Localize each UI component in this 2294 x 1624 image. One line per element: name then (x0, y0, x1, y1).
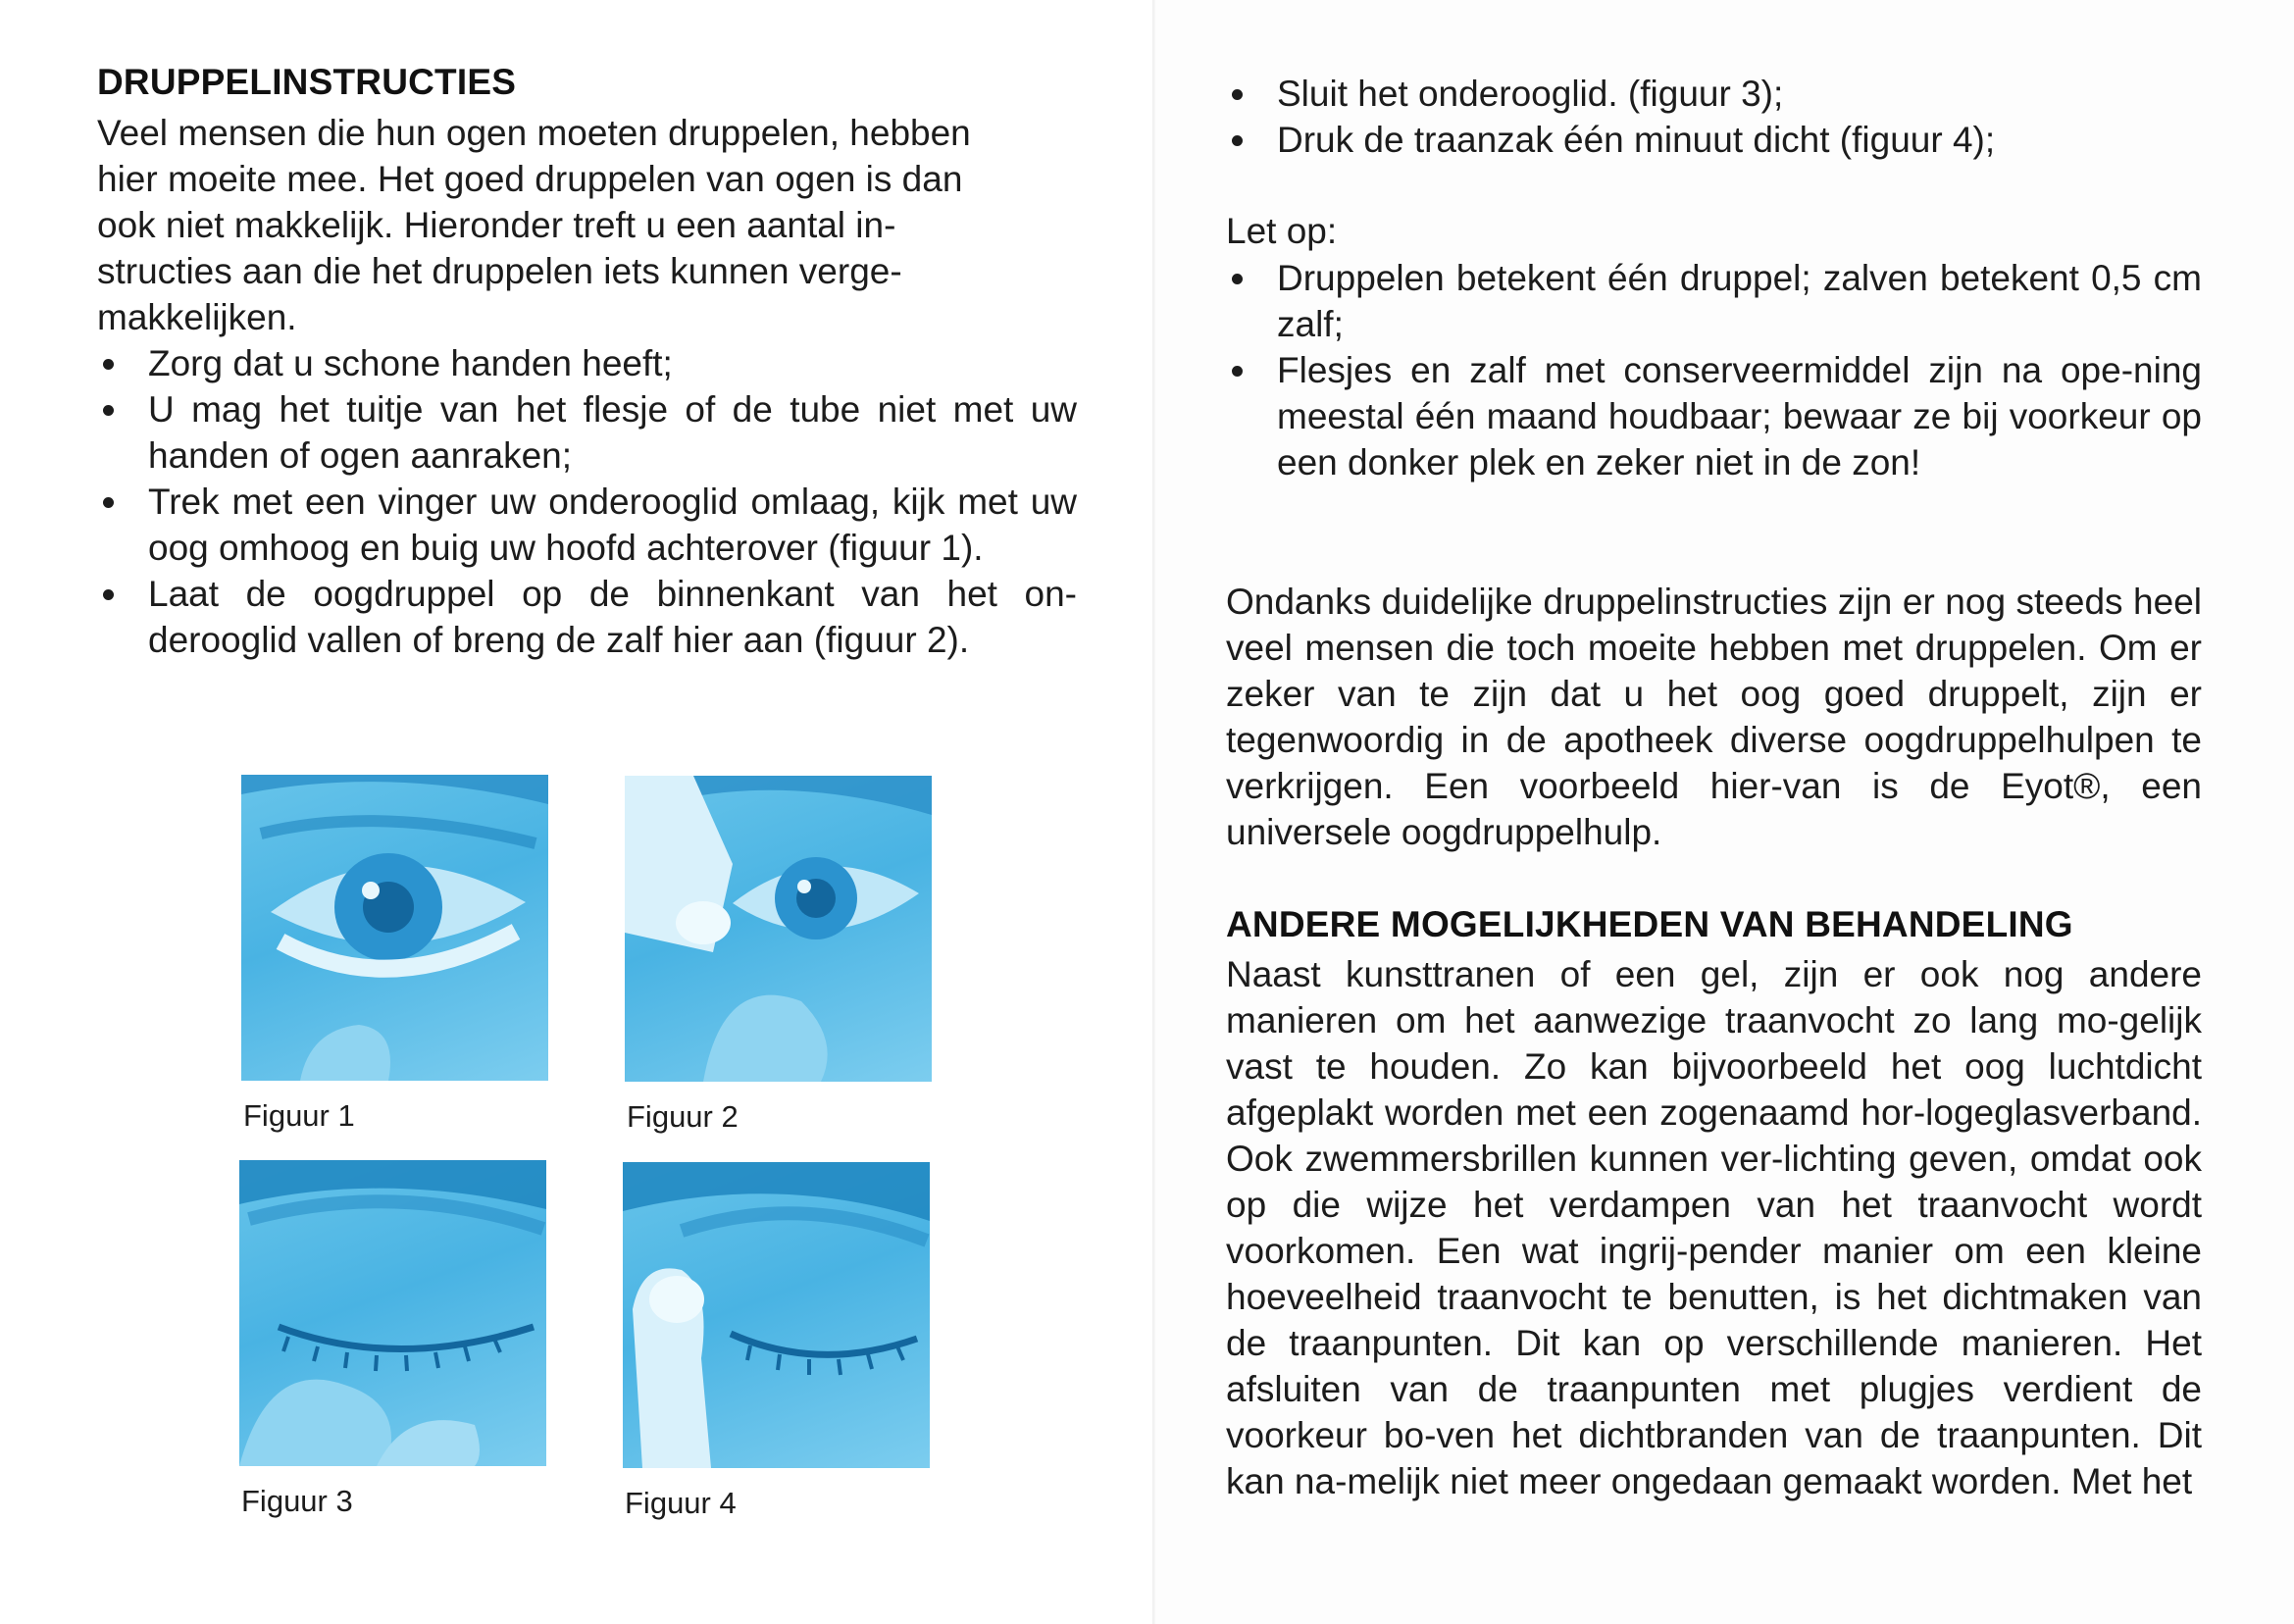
intro-line: Veel mensen die hun ogen moeten druppelen, hebben (97, 113, 971, 153)
instruction-item: U mag het tuitje van het flesje of de tube niet met uw handen of ogen aanraken; (97, 386, 1077, 479)
figure-4-caption: Figuur 4 (625, 1486, 737, 1520)
intro-line: ook niet makkelijk. Hieronder treft u een aantal in- (97, 205, 896, 245)
eye-open-lower-lid-pulled-icon (241, 775, 548, 1081)
intro-line: structies aan die het druppelen iets kunnen verge- (97, 251, 902, 291)
instruction-item: Trek met een vinger uw onderooglid omlaag, kijk met uw oog omhoog en buig uw hoofd achterover (figuur 1). (97, 479, 1077, 571)
intro-line: hier moeite mee. Het goed druppelen van ogen is dan (97, 159, 963, 199)
heading-andere-mogelijkheden: ANDERE MOGELIJKHEDEN VAN BEHANDELING (1226, 904, 2073, 944)
figure-1-caption: Figuur 1 (243, 1098, 355, 1133)
intro-paragraph (97, 110, 1077, 340)
eye-closed-tear-duct-pressed-icon (623, 1162, 930, 1468)
note-label: Let op: (1226, 211, 1338, 251)
step-item: Druk de traanzak één minuut dicht (figuur 4); (1226, 117, 2202, 163)
note-item: Druppelen betekent één druppel; zalven betekent 0,5 cm zalf; (1226, 255, 2202, 347)
heading-druppelinstructies: DRUPPELINSTRUCTIES (97, 62, 517, 102)
steps-continued-list (1226, 71, 2202, 163)
instruction-list (97, 340, 1077, 663)
page-fold (1152, 0, 1155, 1624)
eye-closed-icon (239, 1160, 546, 1466)
eyedrop-aid-paragraph: Ondanks duidelijke druppelinstructies zijn er nog steeds heel veel mensen die toch moeite hebben met druppelen. Om er zeker van te zijn dat u het oog goed druppelt, zijn er tegenwoordig in de apotheek diverse oogdruppelhulpen te verkrijgen. Een voorbeeld hier-van is de Eyot®, een universele oogdruppelhulp. (1226, 582, 2202, 852)
instruction-item: Zorg dat u schone handen heeft; (97, 340, 1077, 386)
figure-2-caption: Figuur 2 (627, 1099, 739, 1134)
treatment-paragraph: Naast kunsttranen of een gel, zijn er ook nog andere manieren om het aanwezige traanvocht zo lang mo-gelijk vast te houden. Zo kan bijvoorbeeld het oog luchtdicht afgeplakt worden met een zogenaamd hor-logeglasverband. Ook zwemmersbrillen kunnen ver-lichting geven, omdat ook op die wijze het verdampen van het traanvocht wordt voorkomen. Een wat ingrij-pender manier om een kleine hoeveelheid traanvocht te benutten, is het dichtmaken van de traanpunten. Dit kan op verschillende manieren. Het afsluiten van de traanpunten met plugjes verdient de voorkeur bo-ven het dichtbranden van de traanpunten. Dit kan na-melijk niet meer ongedaan gemaakt worden. Met het (1226, 954, 2202, 1501)
eye-drop-applied-icon (625, 776, 932, 1082)
intro-line: makkelijken. (97, 297, 297, 337)
note-list (1226, 255, 2202, 485)
instruction-item: Laat de oogdruppel op de binnenkant van het on-derooglid vallen of breng de zalf hier aan (figuur 2). (97, 571, 1077, 663)
note-item: Flesjes en zalf met conserveermiddel zijn na ope-ning meestal één maand houdbaar; bewaar ze bij voorkeur op een donker plek en zeker niet in de zon! (1226, 347, 2202, 485)
step-item: Sluit het onderooglid. (figuur 3); (1226, 71, 2202, 117)
figure-3-caption: Figuur 3 (241, 1484, 353, 1518)
